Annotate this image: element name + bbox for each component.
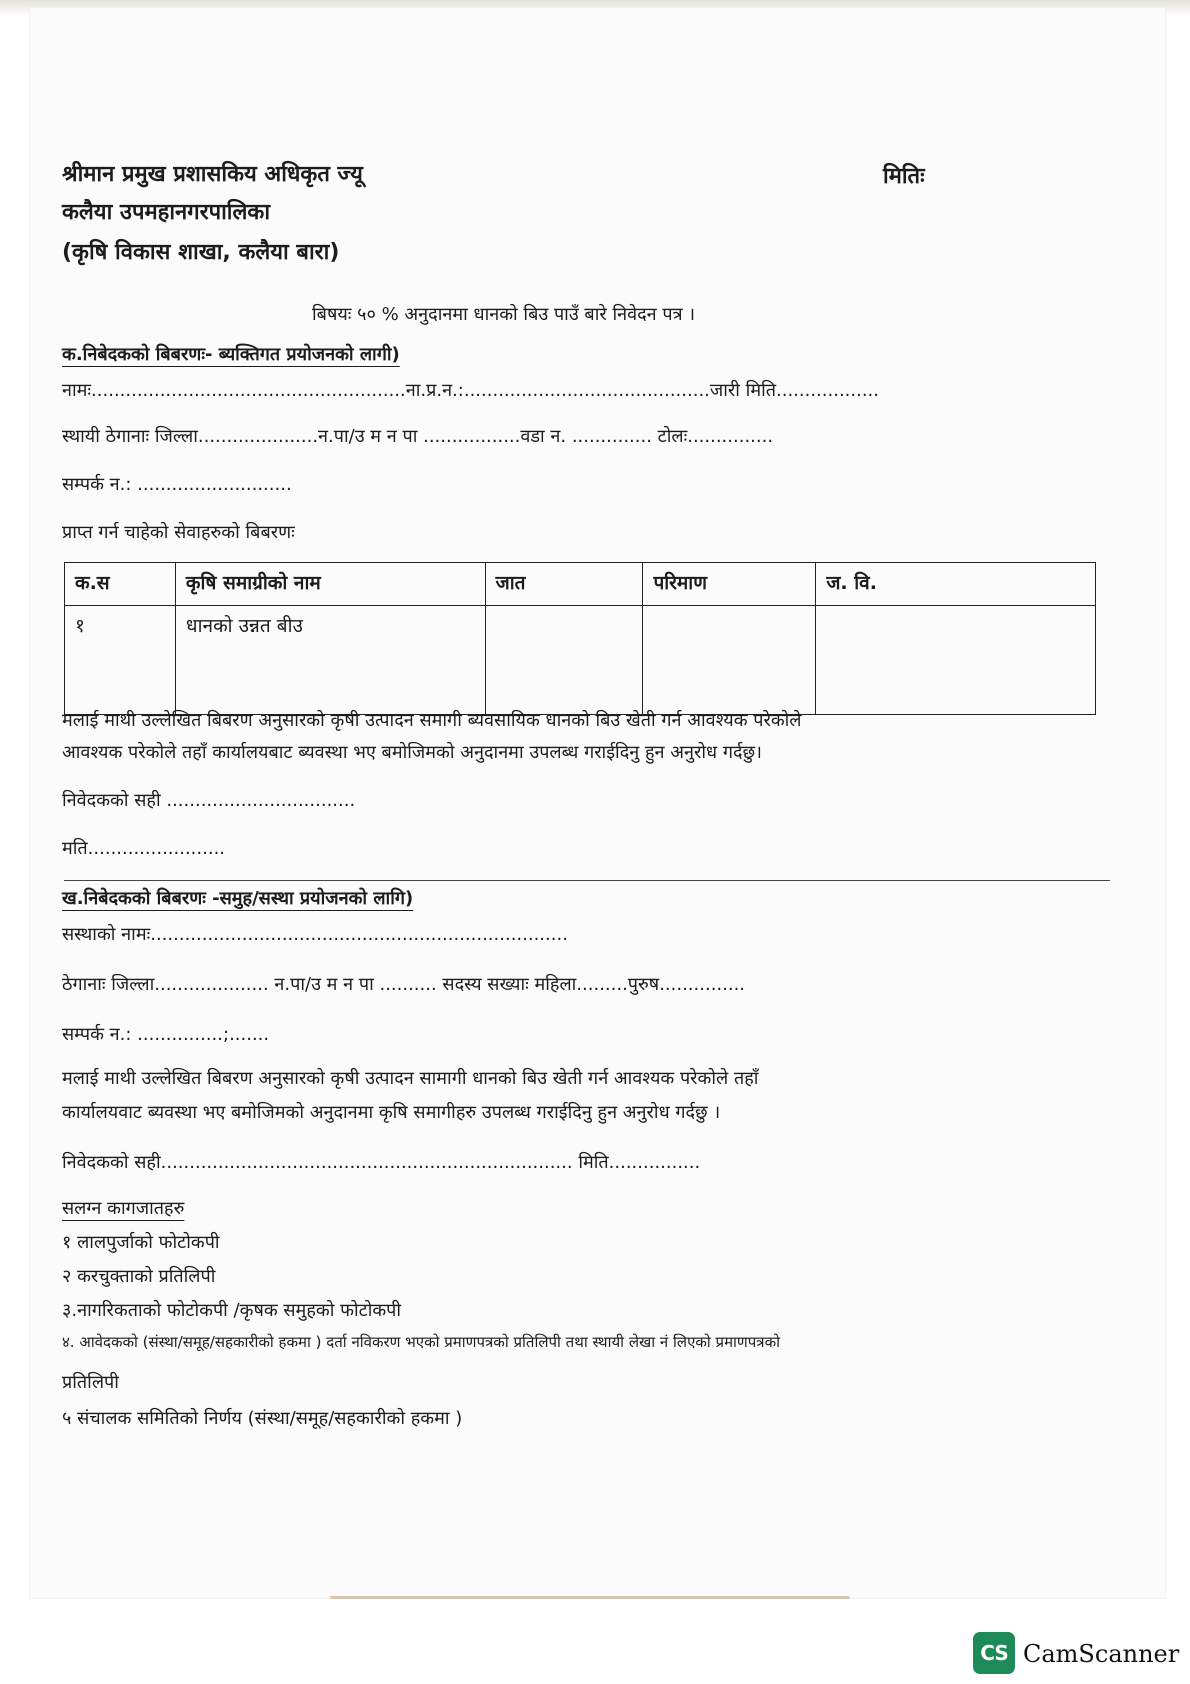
addressee-line-2: कलैया उपमहानगरपालिका: [62, 200, 271, 225]
attachments-heading: सलग्न कागजातहरु: [62, 1198, 185, 1219]
column-header-quantity: परिमाण: [643, 563, 816, 606]
applicant-signature-a: निवेदकको सही .................................: [62, 790, 356, 811]
permanent-address-line: स्थायी ठेगानाः जिल्ला.....................न.पा/उ म न पा .................वडा न. .............. टोलः...............: [62, 426, 774, 447]
table-header-row: [65, 563, 1096, 606]
signature-date-a: मति........................: [62, 838, 226, 859]
attachment-item-2: २ करचुक्ताको प्रतिलिपी: [62, 1266, 216, 1287]
cell-variety: [485, 606, 643, 715]
table-row: [65, 606, 1096, 715]
subject-line: बिषयः ५० % अनुदानमा धानको बिउ पाउँ बारे निवेदन पत्र ।: [312, 304, 696, 325]
attachment-item-3: ३.नागरिकताको फोटोकपी /कृषक समुहको फोटोकपी: [62, 1300, 402, 1321]
section-b-heading: ख.निबेदकको बिबरणः -समुह/सस्था प्रयोजनको लागि): [62, 888, 414, 909]
attachment-item-1: १ लालपुर्जाको फोटोकपी: [62, 1232, 220, 1253]
attachment-item-4-line-1: ४. आवेदकको (संस्था/समूह/सहकारीको हकमा ) दर्ता नविकरण भएको प्रमाणपत्रको प्रतिलिपी तथा स्थायी लेखा नं लिएको प्रमाणपत्रको: [62, 1333, 780, 1351]
attachment-item-5: ५ संचालक समितिको निर्णय (संस्था/समूह/सहकारीको हकमा ): [62, 1408, 463, 1429]
services-table: [64, 562, 1096, 715]
cell-item-name: धानको उन्नत बीउ: [175, 606, 485, 715]
cell-serial: १: [65, 606, 176, 715]
request-text-b-line-1: मलाई माथी उल्लेखित बिबरण अनुसारको कृषी उत्पादन सामागी धानको बिउ खेती गर्न आवश्यक परेकोले तहाँ: [62, 1068, 759, 1089]
scan-bottom-edge: [330, 1596, 850, 1599]
organization-contact-line: सम्पर्क न.: ...............;.......: [62, 1024, 270, 1045]
applicant-name-line: नामः.......................................................ना.प्र.न.:...........................................जारी मिति..................: [62, 380, 879, 401]
applicant-signature-b: निवेदकको सही........................................................................ मिति................: [62, 1152, 701, 1173]
column-header-variety: जात: [485, 563, 643, 606]
addressee-line-1: श्रीमान प्रमुख प्रशासकिय अधिकृत ज्यू: [62, 162, 363, 187]
cell-ja-vi: [816, 606, 1096, 715]
services-label: प्राप्त गर्न चाहेको सेवाहरुको बिबरणः: [62, 522, 295, 543]
organization-address-line: ठेगानाः जिल्ला.................... न.पा/उ म न पा .......... सदस्य सख्याः महिला.........पुरुष...............: [62, 974, 746, 995]
attachment-item-4-line-2: प्रतिलिपी: [62, 1372, 119, 1393]
request-text-a-line-1: मलाई माथी उल्लेखित बिबरण अनुसारको कृषी उत्पादन समागी ब्यवसायिक धानको बिउ खेती गर्न आवश्यक परेकोले: [62, 710, 802, 731]
request-text-a-line-2: आवश्यक परेकोले तहाँ कार्यालयबाट ब्यवस्था भए बमोजिमको अनुदानमा उपलब्ध गराईदिनु हुन अनुरोध गर्दछु।: [62, 742, 762, 763]
camscanner-logo-icon: CS: [973, 1632, 1015, 1674]
column-header-item-name: कृषि समाग्रीको नाम: [175, 563, 485, 606]
cell-quantity: [643, 606, 816, 715]
organization-name-line: सस्थाको नामः.........................................................................: [62, 924, 568, 945]
request-text-b-line-2: कार्यालयवाट ब्यवस्था भए बमोजिमको अनुदानमा कृषि समागीहरु उपलब्ध गराईदिनु हुन अनुरोध गर्दछु ।: [62, 1102, 721, 1123]
contact-number-line: सम्पर्क न.: ...........................: [62, 474, 292, 495]
section-a-heading: क.निबेदकको बिबरणः- ब्यक्तिगत प्रयोजनको लागी): [62, 344, 400, 365]
addressee-line-3: (कृषि विकास शाखा, कलैया बारा): [62, 240, 340, 265]
camscanner-wordmark: CamScanner: [1023, 1640, 1180, 1668]
date-label: मितिः: [883, 164, 925, 189]
column-header-serial: क.स: [65, 563, 176, 606]
section-divider: [64, 880, 1110, 881]
column-header-ja-vi: ज. वि.: [816, 563, 1096, 606]
